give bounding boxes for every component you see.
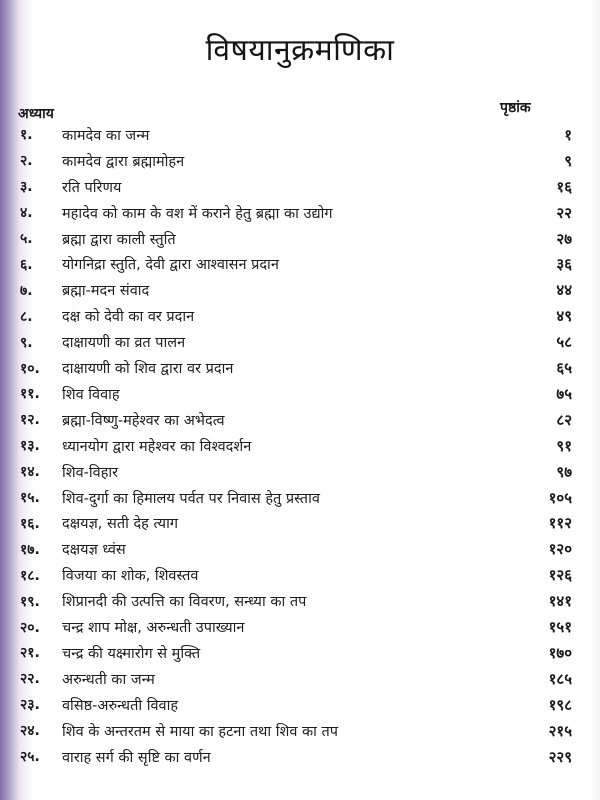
toc-row (0, 485, 600, 511)
chapter-number: २०. (20, 619, 40, 636)
page-number: १ (564, 125, 572, 144)
toc-row (0, 200, 600, 226)
chapter-title: ध्यानयोग द्वारा महेश्वर का विश्वदर्शन (62, 438, 252, 455)
chapter-title: चन्द्र की यक्ष्मारोग से मुक्ति (62, 645, 201, 662)
toc-row (0, 459, 600, 485)
toc-row (0, 174, 600, 200)
page-number: ४४ (556, 281, 572, 300)
chapter-number: २५. (20, 749, 40, 766)
chapter-title: चन्द्र शाप मोक्ष, अरुन्धती उपाख्यान (62, 620, 245, 637)
chapter-title: रति परिणय (62, 179, 122, 196)
chapter-number: ३. (20, 179, 33, 196)
chapter-title: विजया का शोक, शिवस्तव (62, 568, 199, 585)
toc-row (0, 744, 600, 770)
page-number: १२६ (548, 566, 572, 585)
page-number: ४९ (556, 307, 572, 326)
chapter-number: १६. (20, 515, 40, 532)
chapter-title: शिप्रानदी की उत्पत्ति का विवरण, सन्ध्या का तप (62, 594, 307, 611)
page-number: ३६ (556, 255, 572, 274)
toc-row (0, 252, 600, 278)
chapter-number: ९. (20, 334, 33, 351)
chapter-title: दक्षयज्ञ, सती देह त्याग (62, 516, 178, 533)
chapter-title: शिव विवाह (62, 386, 120, 403)
chapter-number: १४. (20, 464, 40, 481)
chapter-number: १. (20, 127, 33, 144)
page-number: ८२ (556, 410, 572, 429)
chapter-title: ब्रह्मा द्वारा काली स्तुति (62, 231, 176, 248)
chapter-number: १२. (20, 412, 40, 429)
page-column-header: पृष्ठांक (500, 100, 531, 116)
toc-row (0, 666, 600, 692)
chapter-number: २. (20, 153, 33, 170)
toc-row (0, 614, 600, 640)
page-number: २७ (556, 229, 572, 248)
page-number: १७० (548, 643, 572, 662)
chapter-number: ८. (20, 308, 33, 325)
chapter-title: वाराह सर्ग की सृष्टि का वर्णन (62, 749, 211, 766)
page-number: १०५ (548, 488, 572, 507)
chapter-title: वसिष्ठ-अरुन्धती विवाह (62, 697, 179, 714)
toc-row (0, 536, 600, 562)
chapter-number: ५. (20, 231, 33, 248)
page-number: ७५ (556, 384, 572, 403)
page-number: १५१ (548, 618, 572, 637)
chapter-title: ब्रह्मा-विष्णु-महेश्वर का अभेदत्व (62, 412, 225, 429)
chapter-number: १९. (20, 593, 40, 610)
chapter-number: ४. (20, 205, 33, 222)
toc-row (0, 640, 600, 666)
toc-row (0, 148, 600, 174)
chapter-number: १८. (20, 567, 40, 584)
chapter-title: दाक्षायणी को शिव द्वारा वर प्रदान (62, 361, 234, 378)
toc-row (0, 381, 600, 407)
chapter-title: योगनिद्रा स्तुति, देवी द्वारा आश्वासन प्रदान (62, 257, 279, 274)
toc-row (0, 692, 600, 718)
page-number: १९८ (548, 695, 572, 714)
toc-row (0, 562, 600, 588)
chapter-title: शिव के अन्तरतम से माया का हटना तथा शिव का तप (62, 723, 339, 740)
table-of-contents (0, 122, 600, 792)
chapter-number: २२. (20, 671, 40, 688)
chapter-number: ६. (20, 256, 33, 273)
page-number: ९ (564, 151, 572, 170)
page-number: ९१ (556, 436, 572, 455)
chapter-title: दक्षयज्ञ ध्वंस (62, 542, 126, 559)
chapter-title: ब्रह्मा-मदन संवाद (62, 283, 150, 300)
chapter-title: दक्ष को देवी का वर प्रदान (62, 309, 195, 326)
toc-row (0, 122, 600, 148)
toc-row (0, 718, 600, 744)
page-number: १२० (548, 540, 572, 559)
chapter-number: ११. (20, 386, 40, 403)
chapter-title: अरुन्धती का जन्म (62, 671, 155, 688)
chapter-title: दाक्षायणी का व्रत पालन (62, 335, 186, 352)
chapter-title: महादेव को काम के वश में कराने हेतु ब्रह्मा का उद्योग (62, 205, 333, 222)
page-number: २२९ (548, 747, 572, 766)
page-number: २१५ (548, 721, 572, 740)
toc-row (0, 329, 600, 355)
chapter-column-header: अध्याय (18, 106, 54, 122)
toc-row (0, 303, 600, 329)
page-number: ६५ (556, 359, 572, 378)
chapter-title: कामदेव द्वारा ब्रह्मामोहन (62, 153, 185, 170)
chapter-number: १३. (20, 438, 40, 455)
toc-row (0, 407, 600, 433)
page-number: १६ (556, 177, 572, 196)
page-number: ९७ (556, 462, 572, 481)
chapter-title: शिव-दुर्गा का हिमालय पर्वत पर निवास हेतु प्रस्ताव (62, 490, 320, 507)
toc-row (0, 511, 600, 537)
chapter-number: १७. (20, 541, 40, 558)
chapter-number: १५. (20, 490, 40, 507)
page-number: १८५ (548, 669, 572, 688)
chapter-title: शिव-विहार (62, 464, 119, 481)
page-number: ५८ (556, 333, 572, 352)
page-title: विषयानुक्रमणिका (205, 33, 395, 68)
page-number: ११२ (548, 514, 572, 533)
toc-row (0, 226, 600, 252)
chapter-number: २४. (20, 723, 40, 740)
chapter-number: २३. (20, 697, 40, 714)
chapter-number: २१. (20, 645, 40, 662)
toc-row (0, 588, 600, 614)
page-number: २२ (556, 203, 572, 222)
page-number: १४१ (548, 592, 572, 611)
chapter-title: कामदेव का जन्म (62, 127, 150, 144)
toc-row (0, 277, 600, 303)
toc-row (0, 433, 600, 459)
chapter-number: ७. (20, 282, 33, 299)
chapter-number: १०. (20, 360, 40, 377)
toc-row (0, 355, 600, 381)
